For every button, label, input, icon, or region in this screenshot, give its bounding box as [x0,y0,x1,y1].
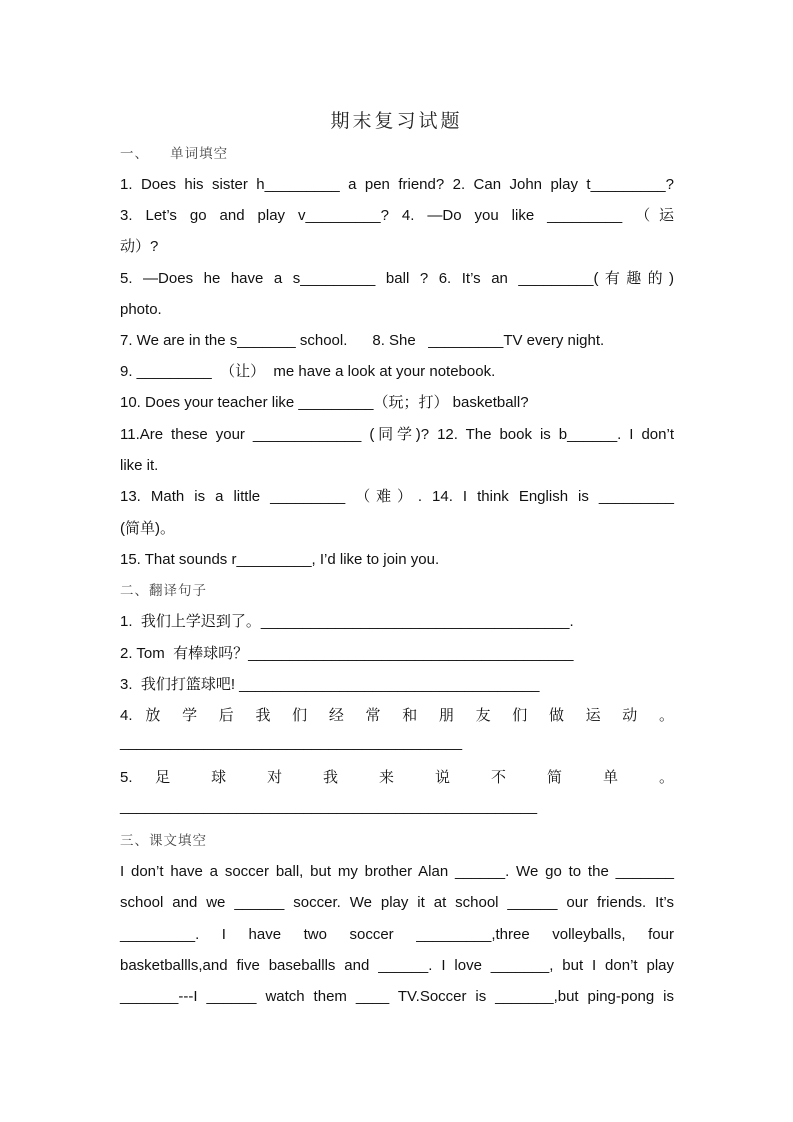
section-2-heading: 二、翻译句子 [120,583,207,599]
translation-line: 5. 足 球 对 我 来 说 不 简 单 。 [120,769,674,786]
question-line: 5. —Does he have a s_________ ball ? 6. It’s an _________(有趣的) [120,270,674,287]
answer-line: _________________________________________ [120,734,463,751]
translation-line: 2. Tom 有棒球吗？_______________________________________ [120,645,574,662]
question-line: photo. [120,301,162,318]
question-line: (简单)。 [120,520,175,537]
question-line: 7. We are in the s_______ school. 8. She _________TV every night. [120,332,605,349]
translation-line: 4. 放 学 后 我 们 经 常 和 朋 友 们 做 运 动 。 [120,707,674,724]
passage-line: _________. I have two soccer _________,three volleyballs, four [120,926,674,943]
passage-line: I don’t have a soccer ball, but my brother Alan ______. We go to the _______ [120,863,674,880]
translation-line: 1. 我们上学迟到了。_____________________________________. [120,613,574,630]
passage-line: _______---I ______ watch them ____ TV.Soccer is _______,but ping-pong is [120,988,674,1005]
answer-line: __________________________________________________ [120,798,538,815]
question-line: 10. Does your teacher like _________（玩；打） basketball? [120,394,529,411]
section-3-heading: 三、课文填空 [120,833,207,849]
question-line: 13. Math is a little _________ （难）. 14. I think English is _________ [120,488,674,505]
question-line: 9. _________ （让） me have a look at your notebook. [120,363,496,380]
passage-line: basketballls,and five baseballls and ______. I love _______, but I don’t play [120,957,674,974]
question-line: 15. That sounds r_________, I’d like to join you. [120,551,440,568]
translation-line: 3. 我们打篮球吧! ____________________________________ [120,676,540,693]
page-title: 期末复习试题 [330,110,463,132]
question-line: 1. Does his sister h_________ a pen friend? 2. Can John play t_________? [120,176,674,193]
section-1-heading: 一、 单词填空 [120,146,229,162]
question-line: 11.Are these your _____________ (同学)? 12. The book is b______. I don’t [120,426,674,443]
question-line: like it. [120,457,159,474]
question-line: 3. Let’s go and play v_________? 4. —Do you like _________ （运 [120,207,674,224]
question-line: 动）? [120,238,159,255]
passage-line: school and we ______ soccer. We play it at school ______ our friends. It’s [120,894,674,911]
